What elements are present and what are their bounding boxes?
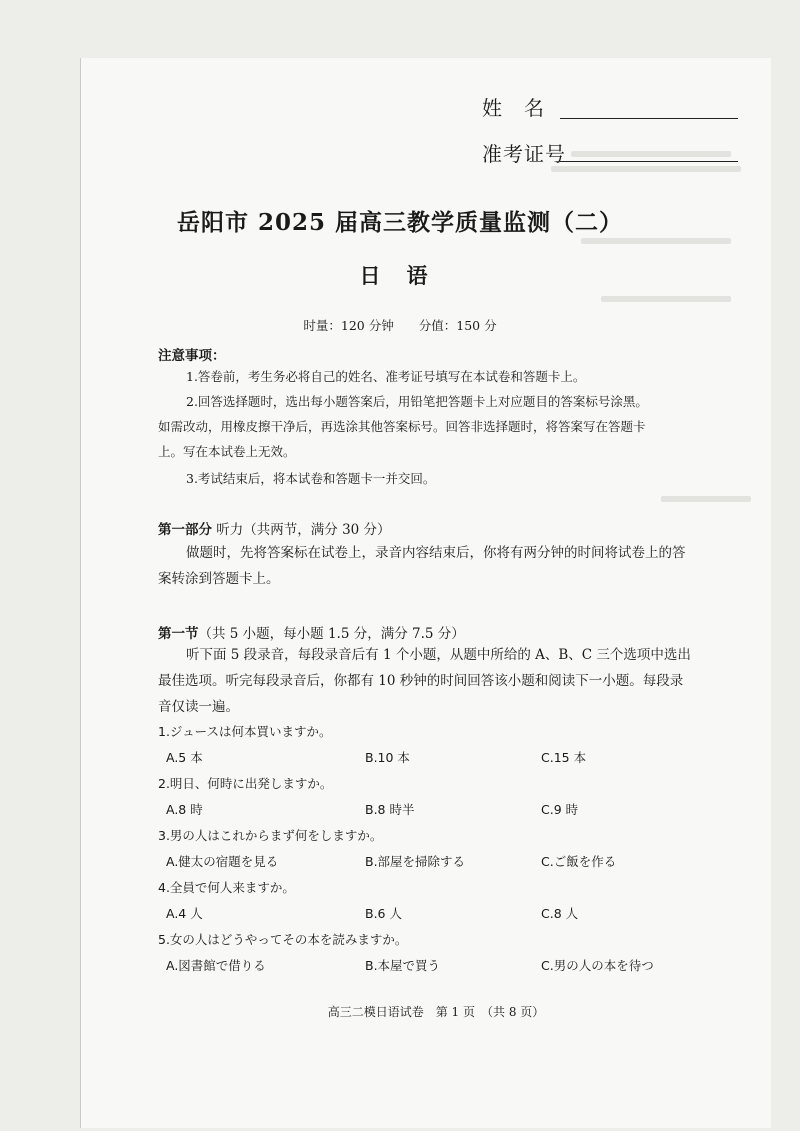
exam-title: 岳阳市 2025 届高三教学质量监测（二）	[176, 209, 624, 236]
option-b: B.本屋で買う	[365, 958, 441, 973]
option-b: B.10 本	[365, 750, 410, 765]
question-2: 2.明日、何時に出発しますか。	[158, 776, 333, 791]
part1-heading	[158, 518, 391, 538]
section1-heading-detail: （共 5 小题，每小题 1.5 分，满分 7.5 分）	[198, 626, 465, 642]
section1-intro-cont: 最佳选项。听完每段录音后，你都有 10 秒钟的时间回答该小题和阅读下一小题。每段录	[158, 673, 684, 689]
option-c: C.15 本	[541, 750, 587, 765]
show-through-mark	[661, 496, 751, 502]
section1-heading-label: 第一节	[158, 626, 199, 642]
name-label: 姓 名	[482, 96, 545, 120]
notice-item-2-cont: 上。写在本试卷上无效。	[158, 444, 296, 459]
option-c: C.男の人の本を待つ	[541, 958, 654, 973]
option-c: C.9 時	[541, 802, 579, 817]
part1-intro: 做题时，先将答案标在试卷上，录音内容结束后，你将有两分钟的时间将试卷上的答	[186, 545, 686, 561]
page-footer: 高三二模日语试卷 第 1 页 （共 8 页）	[327, 1005, 545, 1019]
notice-item-3: 3.考试结束后，将本试卷和答题卡一并交回。	[186, 471, 436, 486]
part1-intro-cont: 案转涂到答题卡上。	[158, 571, 280, 587]
option-a: A.図書館で借りる	[166, 958, 266, 973]
option-c: C.8 人	[541, 906, 579, 921]
subject-title: 日语	[359, 263, 454, 288]
exam-id-label: 准考证号	[482, 142, 566, 166]
option-a: A.4 人	[166, 906, 203, 921]
question-4: 4.全員で何人来ますか。	[158, 880, 295, 895]
option-b: B.部屋を掃除する	[365, 854, 466, 869]
exam-id-field[interactable]	[560, 137, 738, 162]
notice-heading: 注意事项：	[158, 348, 226, 364]
question-1: 1.ジュースは何本買いますか。	[158, 724, 332, 739]
show-through-mark	[581, 238, 731, 244]
section1-intro: 听下面 5 段录音，每段录音后有 1 个小题，从题中所给的 A、B、C 三个选项中选出	[186, 647, 691, 663]
option-a: A.5 本	[166, 750, 203, 765]
part1-heading-label: 第一部分	[158, 522, 212, 538]
exam-meta: 时量：120 分钟 分值：150 分	[303, 318, 497, 333]
option-b: B.8 時半	[365, 802, 415, 817]
question-3: 3.男の人はこれからまず何をしますか。	[158, 828, 383, 843]
option-b: B.6 人	[365, 906, 402, 921]
part1-heading-detail: 听力（共两节，满分 30 分）	[212, 522, 391, 538]
notice-item-2: 2.回答选择题时，选出每小题答案后，用铅笔把答题卡上对应题目的答案标号涂黑。	[186, 394, 648, 409]
name-field[interactable]	[560, 94, 738, 119]
notice-item-1: 1.答卷前，考生务必将自己的姓名、准考证号填写在本试卷和答题卡上。	[186, 369, 586, 384]
section1-heading	[158, 622, 465, 642]
option-a: A.健太の宿題を見る	[166, 854, 279, 869]
show-through-mark	[551, 166, 741, 172]
question-5: 5.女の人はどうやってその本を読みますか。	[158, 932, 408, 947]
section1-intro-cont: 音仅读一遍。	[158, 699, 239, 715]
notice-item-2-cont: 如需改动，用橡皮擦干净后，再选涂其他答案标号。回答非选择题时，将答案写在答题卡	[158, 419, 646, 434]
option-a: A.8 時	[166, 802, 203, 817]
option-c: C.ご飯を作る	[541, 854, 617, 869]
show-through-mark	[601, 296, 731, 302]
